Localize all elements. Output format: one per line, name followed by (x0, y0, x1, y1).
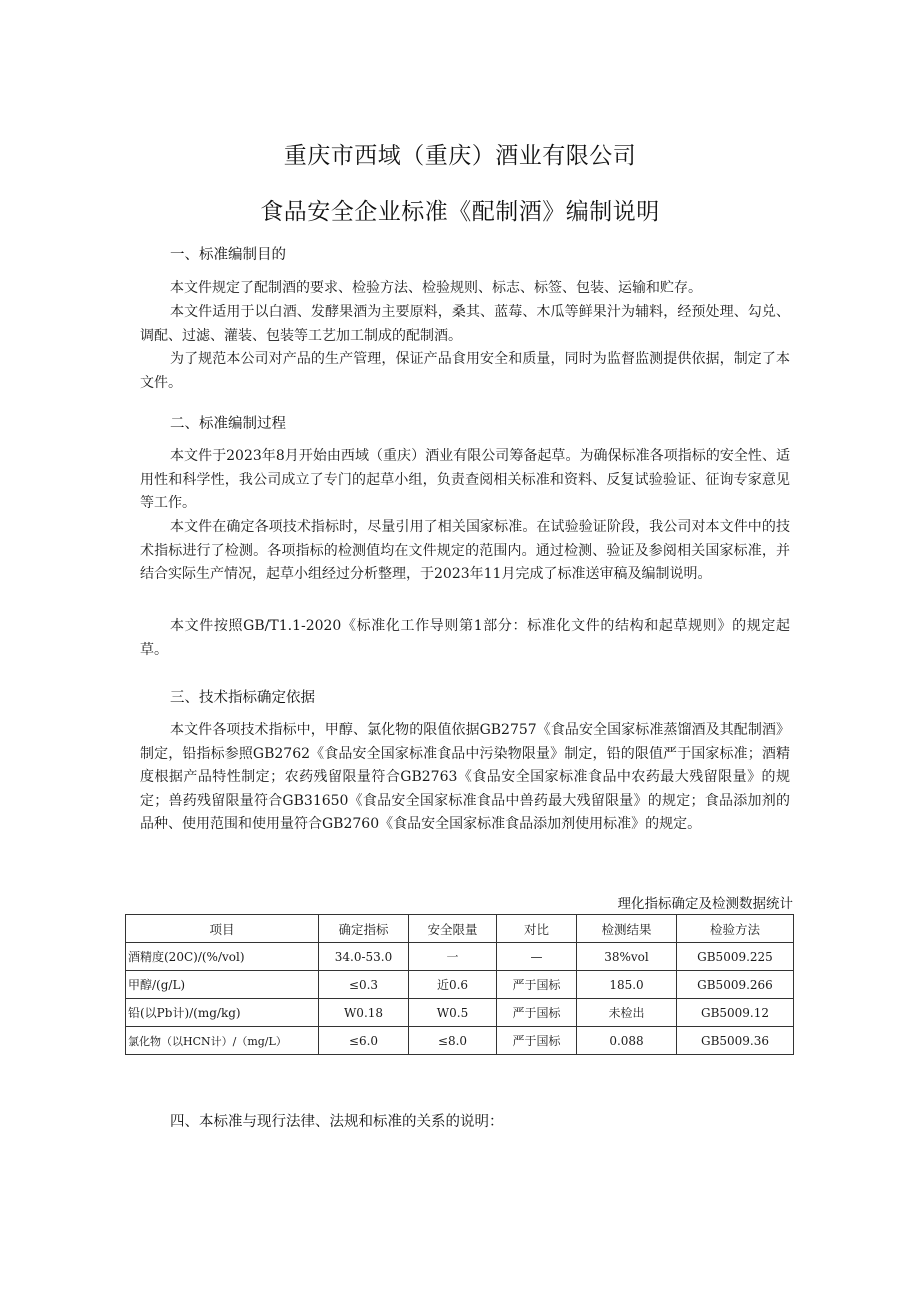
table-cell: GB5009.36 (677, 1027, 794, 1055)
table-cell: ≤6.0 (319, 1027, 409, 1055)
paragraph: 本文件在确定各项技术指标时，尽量引用了相关国家标准。在试验验证阶段，我公司对本文件中的技术指标进行了检测。各项指标的检测值均在文件规定的范围内。通过检测、验证及参阅相关国家标准，并结合实际生产情况，起草小组经过分析整理，于2023年11月完成了标准送审稿及编制说明。 (140, 519, 790, 582)
table-cell: 甲醇/(g/L) (126, 971, 319, 999)
table-cell: 严于国标 (497, 999, 577, 1027)
table-cell: 近0.6 (409, 971, 497, 999)
table-cell: 34.0-53.0 (319, 943, 409, 971)
table-cell: 38%vol (577, 943, 677, 971)
table-row (126, 999, 794, 1027)
section-heading-process: 二、标准编制过程 (170, 416, 286, 432)
table-cell: 氯化物（以HCN计）/（mg/L） (126, 1027, 319, 1055)
table-cell: 酒精度(20C)/(%/vol) (126, 943, 319, 971)
column-header: 检验方法 (677, 915, 794, 943)
column-header: 检测结果 (577, 915, 677, 943)
table-header-row (126, 915, 794, 943)
paragraph: 本文件规定了配制酒的要求、检验方法、检验规则、标志、标签、包装、运输和贮存。 (170, 280, 702, 296)
table-cell: 严于国标 (497, 1027, 577, 1055)
table-row (126, 943, 794, 971)
section-heading-relation: 四、本标准与现行法律、法规和标准的关系的说明： (170, 1114, 504, 1130)
column-header: 项目 (126, 915, 319, 943)
table-cell: W0.5 (409, 999, 497, 1027)
column-header: 对比 (497, 915, 577, 943)
company-title: 重庆市西域（重庆）酒业有限公司 (283, 143, 637, 169)
table-cell: 0.088 (577, 1027, 677, 1055)
section-heading-basis: 三、技术指标确定依据 (170, 690, 315, 706)
paragraph: 本文件各项技术指标中，甲醇、氯化物的限值依据GB2757《食品安全国家标准蒸馏酒及其配制酒》制定，铅指标参照GB2762《食品安全国家标准食品中污染物限量》制定，铅的限值严于国家标准；酒精度根据产品特性制定；农药残留限量符合GB2763《食品安全国家标准食品中农药最大残留限量》的规定；兽药残留限量符合GB31650《食品安全国家标准食品中兽药最大残留限量》的规定；食品添加剂的品种、使用范围和使用量符合GB2760《食品安全国家标准食品添加剂使用标准》的规定。 (140, 722, 790, 832)
column-header: 安全限量 (409, 915, 497, 943)
column-header: 确定指标 (319, 915, 409, 943)
table-cell: ≤8.0 (409, 1027, 497, 1055)
table-row (126, 971, 794, 999)
paragraph: 本文件于2023年8月开始由西域（重庆）酒业有限公司筹备起草。为确保标准各项指标的安全性、适用性和科学性，我公司成立了专门的起草小组，负责查阅相关标准和资料、反复试验验证、征询专家意见等工作。 (140, 448, 790, 511)
table-cell: — (497, 943, 577, 971)
section-heading-purpose: 一、标准编制目的 (170, 247, 286, 263)
paragraph: 为了规范本公司对产品的生产管理，保证产品食用安全和质量，同时为监督监测提供依据，制定了本文件。 (140, 351, 790, 391)
table-cell: GB5009.225 (677, 943, 794, 971)
table-cell: W0.18 (319, 999, 409, 1027)
table-cell: 严于国标 (497, 971, 577, 999)
paragraph: 本文件适用于以白酒、发酵果酒为主要原料，桑其、蓝莓、木瓜等鲜果汁为辅料，经预处理、勾兑、调配、过滤、灌装、包装等工艺加工制成的配制酒。 (140, 304, 790, 344)
table-cell: 未检出 (577, 999, 677, 1027)
table-cell: 铅(以Pb计)/(mg/kg) (126, 999, 319, 1027)
table-caption: 理化指标确定及检测数据统计 (617, 896, 793, 912)
table-row (126, 1027, 794, 1055)
table-cell: GB5009.12 (677, 999, 794, 1027)
table-cell: 185.0 (577, 971, 677, 999)
paragraph: 本文件按照GB/T1.1-2020《标准化工作导则第1部分：标准化文件的结构和起草规则》的规定起草。 (140, 618, 790, 658)
table-cell: ≤0.3 (319, 971, 409, 999)
document-title: 食品安全企业标准《配制酒》编制说明 (260, 199, 660, 225)
table-cell: GB5009.266 (677, 971, 794, 999)
table-cell: 一 (409, 943, 497, 971)
indicator-table (125, 914, 794, 1055)
